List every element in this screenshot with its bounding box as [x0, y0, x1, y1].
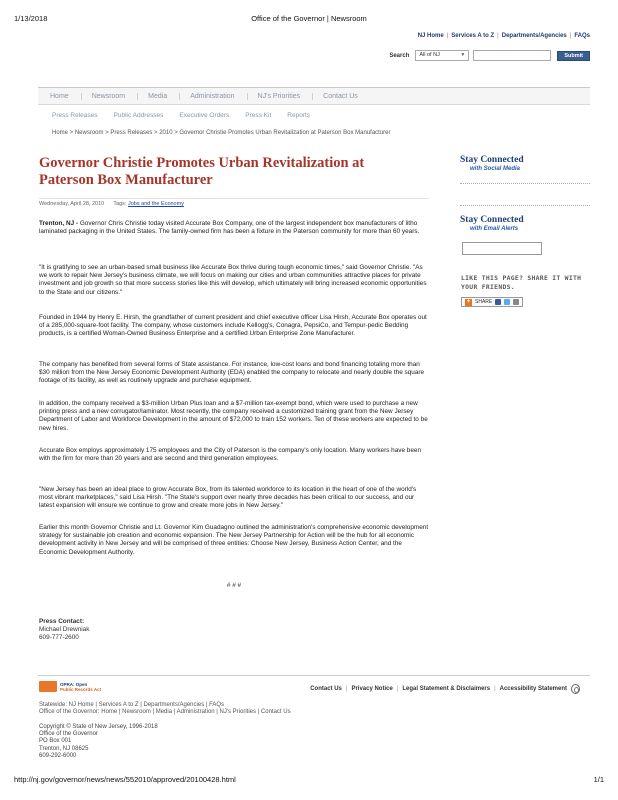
paragraph: In addition, the company received a $3-million Urban Plus loan and a $7-million tax-exempt bond, which were used to purchase a new printing press and a new corrugator/laminator. Most recently, the company received a customized training grant from the New Jersey Department of Labor and Workforce Development in the amount of $72,000 to train 152 workers. Ten of these workers are expected to be new hires.: [39, 400, 428, 432]
stay-connected-title: Stay Connected: [460, 155, 524, 165]
stay-connected-social[interactable]: [460, 155, 590, 172]
paragraph-text: Governor Chris Christie today visited Accurate Box Company, one of the largest independent box manufacturers of litho laminated packaging in the United States. The family-owned firm has been a fixture in the Paterson community for more than 60 years.: [39, 220, 420, 236]
separator: |: [497, 33, 499, 39]
paragraph: Earlier this month Governor Christie and Lt. Governor Kim Guadagno outlined the administration's comprehensive economic development strategy for sustainable job creation and economic expansion. The New Jersey Partnership for Action will be the hub for all economic development activity in New Jersey and will be comprised of three entities: Choose New Jersey, Business Action Center, and the Economic Development Authority.: [39, 524, 429, 556]
facebook-icon: [495, 299, 501, 305]
separator: |: [446, 33, 449, 39]
print-date: 1/13/2018: [14, 14, 48, 23]
nav-priorities[interactable]: NJ's Priorities: [258, 93, 314, 100]
address-phone: 609-292-6000: [39, 752, 77, 759]
search-input[interactable]: [473, 50, 551, 61]
nav-contact-us[interactable]: Contact Us: [323, 92, 358, 100]
footer-links: [310, 684, 580, 694]
divider: [460, 205, 590, 206]
footer-copyright: [39, 724, 158, 760]
address-line: PO Box 001: [39, 738, 72, 745]
subnav-press-releases[interactable]: Press Releases: [52, 112, 98, 119]
subnav-executive-orders[interactable]: Executive Orders: [179, 112, 230, 119]
nav-newsroom[interactable]: Newsroom: [92, 93, 138, 100]
article-date: Wednesday, April 28, 2010: [39, 201, 105, 207]
footer-accessibility-link[interactable]: Accessibility Statement: [499, 686, 567, 692]
footer-office-links[interactable]: Office of the Governor: Home | Newsroom | Media | Administration | NJ's Priorities | Contact Us: [39, 709, 291, 716]
share-button[interactable]: [461, 297, 523, 307]
dateline: Trenton, NJ -: [39, 220, 79, 227]
separator: |: [569, 33, 572, 39]
tag-link[interactable]: Jobs and the Economy: [128, 201, 184, 207]
footer-statewide-links[interactable]: Statewide: NJ Home | Services A to Z | Departments/Agencies | FAQs: [39, 702, 225, 708]
share-label: SHARE: [475, 299, 493, 305]
opra-text: [60, 682, 101, 692]
paragraph: "It is gratifying to see an urban-based small business like Accurate Box thrive during tough economic times," said Governor Christie. "As we work to repair New Jersey's business climate, we will focus on making our cities and urban communities attractive places for private investment and job growth so that more success stories like this will develop, which ultimately will bring increased economic opportunities to the State and our citizens.": [39, 264, 427, 296]
chevron-down-icon: ▼: [460, 52, 466, 58]
utility-faqs-link[interactable]: FAQs: [574, 33, 590, 39]
print-header: [14, 14, 604, 24]
plus-icon: +: [466, 298, 471, 305]
paragraph: Founded in 1944 by Henry E. Hirsh, the grandfather of current president and chief executive officer Lisa Hirsh, Accurate Box operates out of a 285,000-square-foot facility. The company, whose customers include Kellogg's, Conagra, PepsiCo, and Tempur-pedic Bedding products, is a certified Woman-Owned Business Enterprise and a certified Urban Enterprise Zone Manufacturer.: [39, 314, 427, 338]
footer-contact-link[interactable]: Contact Us: [310, 686, 342, 692]
nav-media[interactable]: Media: [148, 93, 180, 100]
address-line: Trenton, NJ 08625: [39, 745, 89, 752]
twitter-icon: [504, 299, 510, 305]
separator: |: [494, 686, 496, 692]
opra-line1: OPRA: Open: [60, 681, 88, 687]
stay-connected-subtitle: with Email Alerts: [470, 226, 519, 232]
article-meta: [39, 198, 429, 207]
subnav-reports[interactable]: Reports: [287, 112, 311, 119]
print-title: Office of the Governor | Newsroom: [251, 14, 367, 23]
utility-departments-link[interactable]: Departments/Agencies: [501, 33, 567, 39]
search-bar: [389, 50, 590, 61]
breadcrumb[interactable]: Home > Newsroom > Press Releases > 2010 > Governor Christie Promotes Urban Revitalization at Paterson Box Manufacturer: [52, 130, 391, 136]
search-submit-button[interactable]: Submit: [557, 51, 590, 61]
share-prompt: LIKE THIS PAGE? SHARE IT WITH YOUR FRIENDS.: [461, 274, 582, 291]
footer-divider: [38, 675, 590, 676]
footer-privacy-link[interactable]: Privacy Notice: [351, 686, 393, 692]
email-icon: [513, 299, 519, 305]
press-contact-name: Michael Drewniak: [39, 625, 90, 633]
page-number: 1/1: [593, 775, 604, 784]
search-scope-value: All of NJ: [419, 52, 440, 58]
paragraph: "New Jersey has been an ideal place to grow Accurate Box, from its talented workforce to its location in the heart of one of the world's most vibrant marketplaces," said Lisa Hirsh. "The State's support over nearly three decades has been critical to our success, and our latest expansion will ensure we continue to grow and create more jobs in New Jersey.": [39, 486, 417, 510]
end-mark: # # #: [226, 582, 242, 589]
utility-nj-home-link[interactable]: NJ Home: [417, 33, 444, 39]
sub-nav: [38, 108, 590, 123]
print-url: http://nj.gov/governor/news/news/552010/approved/20100428.html: [14, 775, 236, 784]
stay-connected-subtitle: with Social Media: [470, 166, 521, 172]
footer-legal-link[interactable]: Legal Statement & Disclaimers: [402, 686, 491, 692]
address-line: Office of the Governor: [39, 731, 98, 738]
separator: |: [396, 686, 399, 692]
opra-logo[interactable]: [39, 681, 101, 692]
press-contact-label: Press Contact:: [39, 618, 85, 625]
paragraph: The company has benefited from several forms of State assistance. For instance, low-cost loans and bond financing totaling more than $30 million from the New Jersey Economic Development Authority (EDA) enabled the company to relocate and nearly double the square footage of its facility, as well as routinely upgrade and purchase equipment.: [39, 361, 425, 385]
copyright-text: Copyright © State of New Jersey, 1996-2018: [39, 724, 158, 730]
tags-label: Tags:: [113, 201, 127, 207]
paragraph: Accurate Box employs approximately 175 employees and the City of Paterson is the company's only location. Many workers have been with the firm for more than 20 years and are second and third generation employees.: [39, 447, 422, 463]
press-contact: [39, 618, 89, 641]
state-seal-icon: [571, 684, 580, 694]
email-alert-input[interactable]: [462, 242, 542, 255]
footer-nav: [39, 702, 291, 716]
divider: [460, 183, 590, 184]
search-scope-select[interactable]: [415, 50, 469, 61]
separator: |: [345, 686, 348, 692]
utility-nav: [418, 33, 590, 39]
opra-icon: [39, 681, 57, 692]
utility-services-link[interactable]: Services A to Z: [451, 33, 495, 39]
nav-administration[interactable]: Administration: [190, 93, 247, 100]
search-label: Search: [389, 52, 410, 59]
opra-line2: Public Records Act: [60, 686, 102, 692]
subnav-public-addresses[interactable]: Public Addresses: [113, 112, 164, 119]
main-nav: [38, 87, 590, 105]
paragraph: [39, 220, 429, 236]
stay-connected-email[interactable]: [460, 215, 590, 232]
press-contact-phone: 609-777-2600: [39, 633, 79, 641]
subnav-press-kit[interactable]: Press Kit: [245, 112, 272, 119]
stay-connected-title: Stay Connected: [460, 215, 524, 225]
page-title: Governor Christie Promotes Urban Revitalization at Paterson Box Manufacturer: [39, 155, 365, 188]
nav-home[interactable]: Home: [50, 93, 82, 100]
